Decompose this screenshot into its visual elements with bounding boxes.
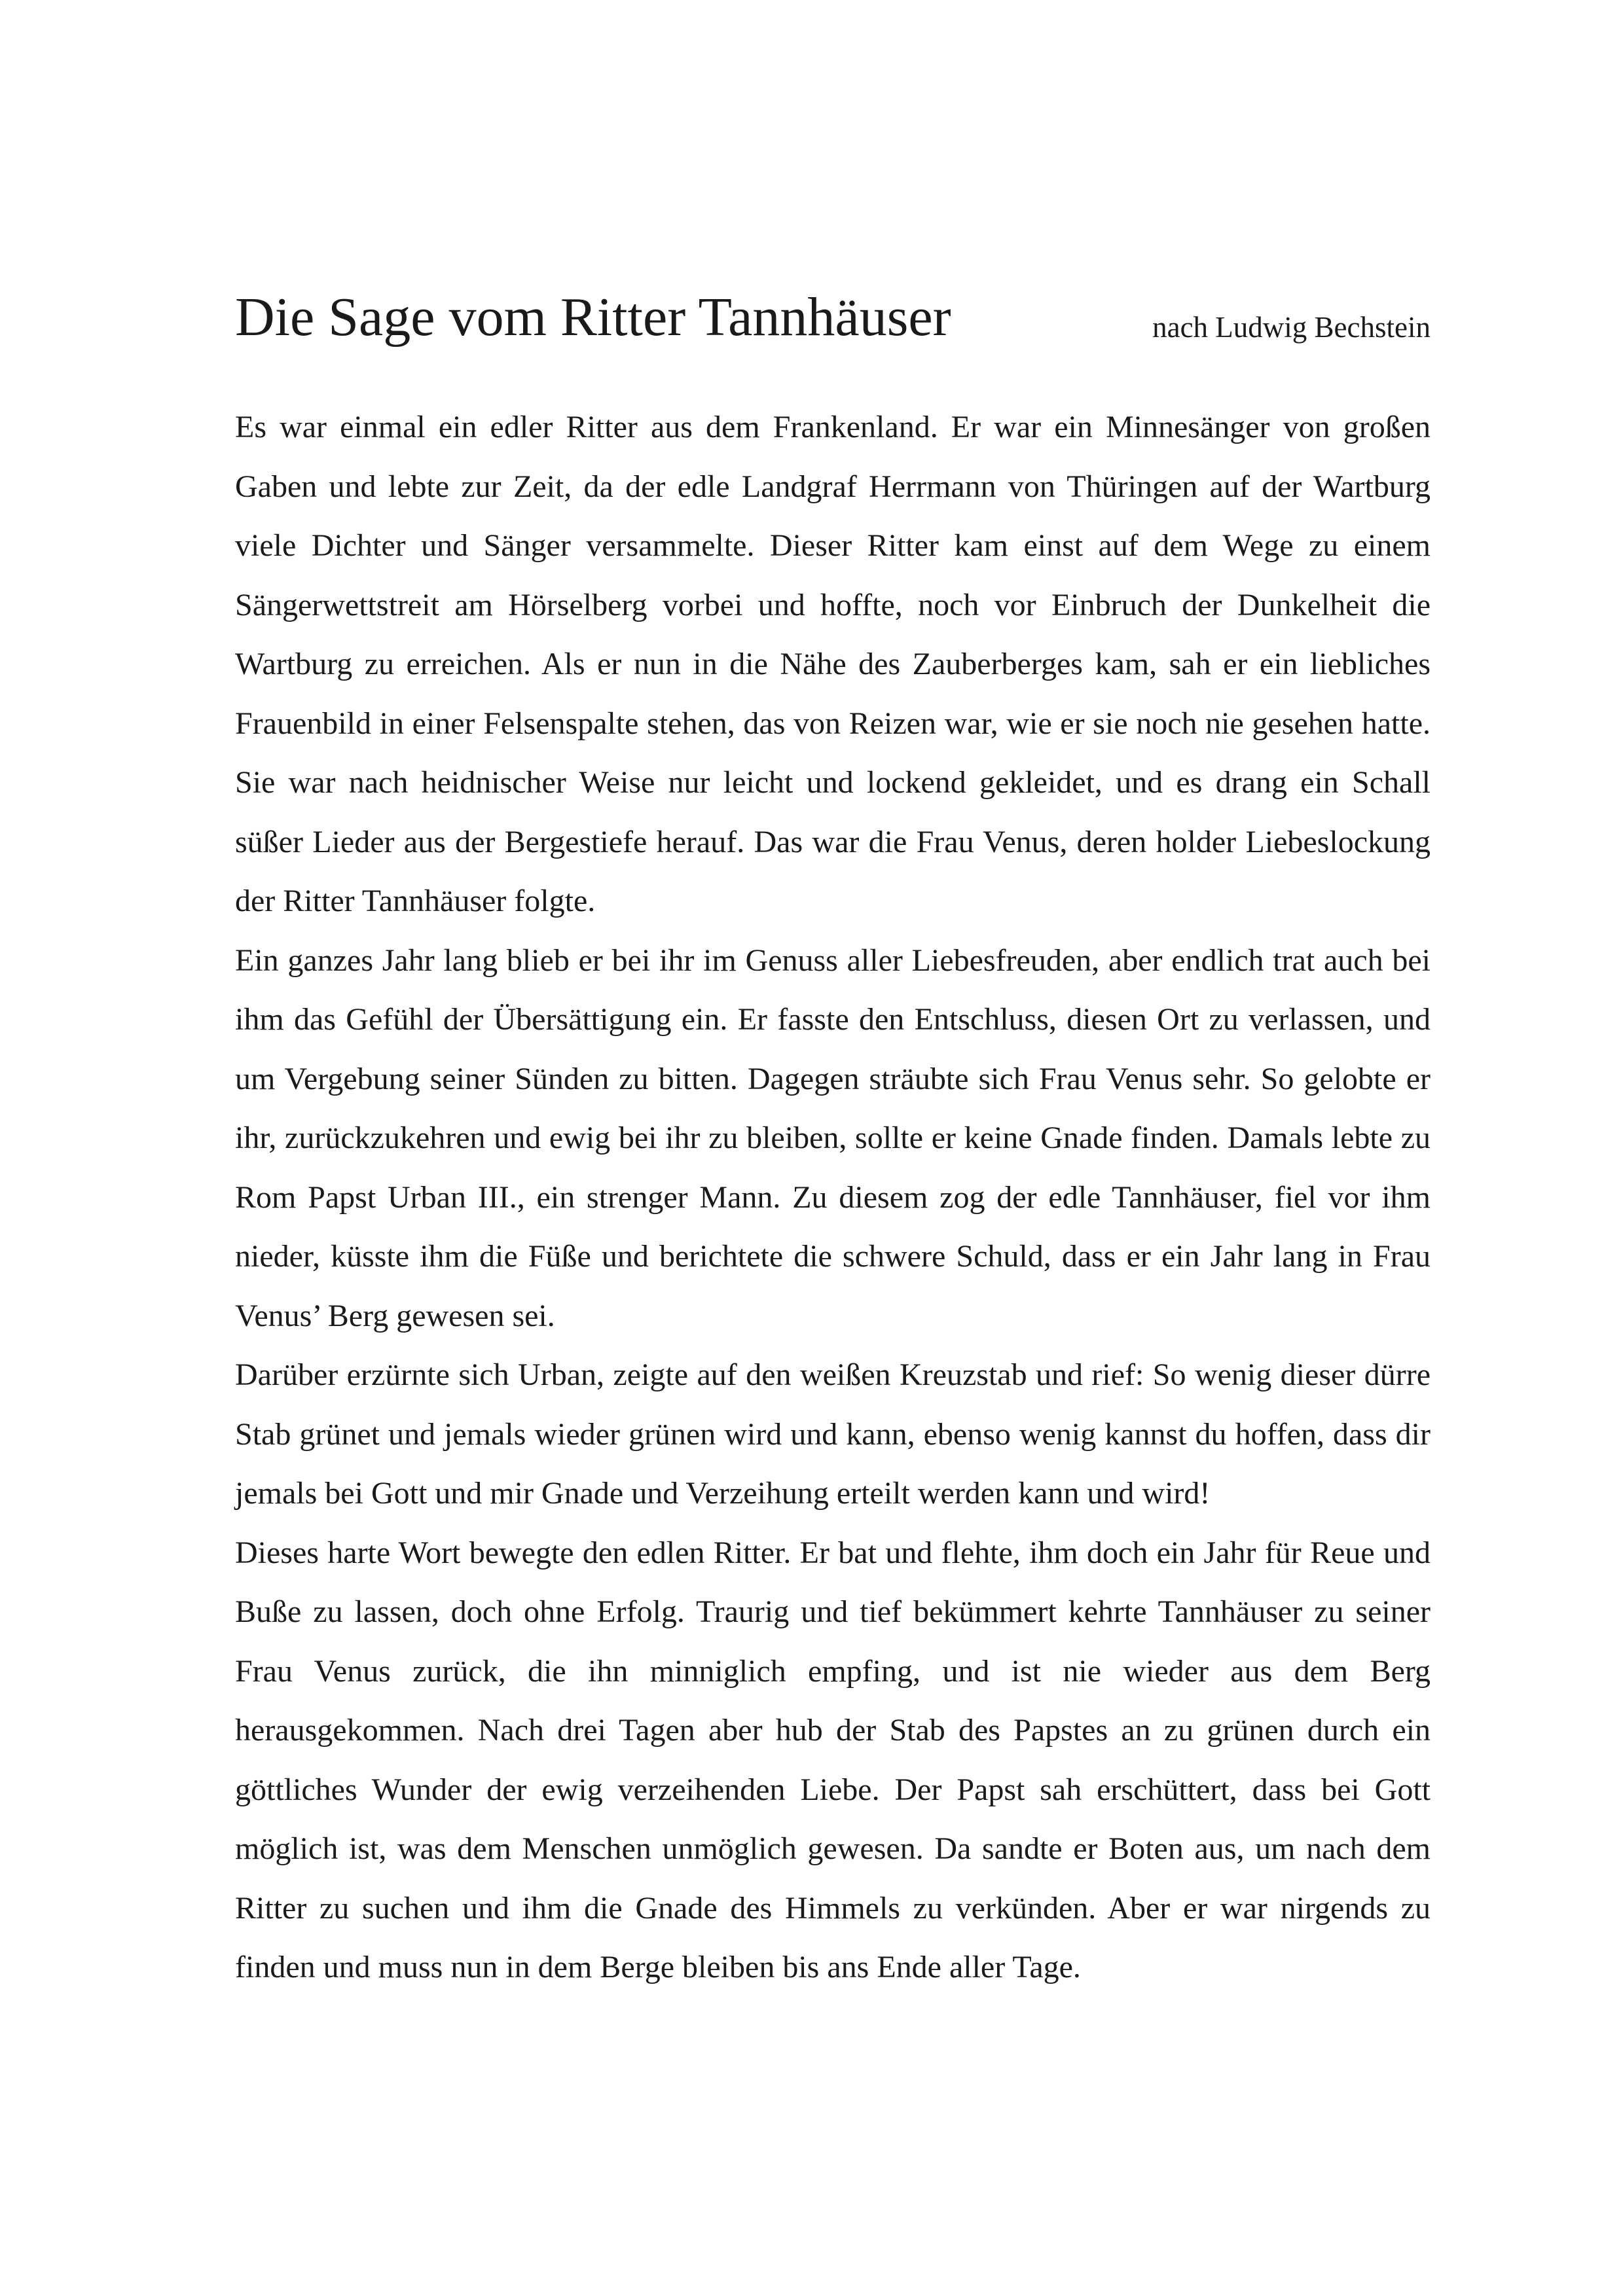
document-page bbox=[235, 0, 1431, 2296]
paragraph-1: Es war einmal ein edler Ritter aus dem Frankenland. Er war ein Minnesänger von großen Gaben und lebte zur Zeit, da der edle Landgraf Herrmann von Thüringen auf der Wartburg viele Dichter und Sänger versammelte. Dieser Ritter kam einst auf dem Wege zu einem Sängerwettstreit am Hörselberg vorbei und hoffte, noch vor Einbruch der Dunkelheit die Wartburg zu erreichen. Als er nun in die Nähe des Zauberberges kam, sah er ein liebliches Frauenbild in einer Felsenspalte stehen, das von Reizen war, wie er sie noch nie gesehen hatte. Sie war nach heidnischer Weise nur leicht und lockend gekleidet, und es drang ein Schall süßer Lieder aus der Bergestiefe herauf. Das war die Frau Venus, deren holder Liebeslockung der Ritter Tannhäuser folgte. bbox=[235, 410, 1431, 918]
paragraph-4: Dieses harte Wort bewegte den edlen Ritter. Er bat und flehte, ihm doch ein Jahr für Reue und Buße zu lassen, doch ohne Erfolg. Traurig und tief bekümmert kehrte Tannhäuser zu seiner Frau Venus zurück, die ihn minniglich empfing, und ist nie wieder aus dem Berg herausgekommen. Nach drei Tagen aber hub der Stab des Papstes an zu grünen durch ein göttliches Wunder der ewig verzeihenden Liebe. Der Papst sah erschüttert, dass bei Gott möglich ist, was dem Menschen unmöglich gewesen. Da sandte er Boten aus, um nach dem Ritter zu suchen und ihm die Gnade des Himmels zu verkünden. Aber er war nirgends zu finden und muss nun in dem Berge bleiben bis ans Ende aller Tage. bbox=[235, 1535, 1431, 1984]
document-body bbox=[235, 398, 1431, 1998]
document-title: Die Sage vom Ritter Tannhäuser bbox=[235, 287, 951, 348]
paragraph-3: Darüber erzürnte sich Urban, zeigte auf den weißen Kreuzstab und rief: So wenig dieser dürre Stab grünet und jemals wieder grünen wird und kann, ebenso wenig kannst du hoffen, dass dir jemals bei Gott und mir Gnade und Verzeihung erteilt werden kann und wird! bbox=[235, 1357, 1431, 1511]
document-author: nach Ludwig Bechstein bbox=[1152, 311, 1431, 344]
document-header bbox=[235, 281, 1431, 353]
paragraph-2: Ein ganzes Jahr lang blieb er bei ihr im Genuss aller Liebesfreuden, aber endlich trat auch bei ihm das Gefühl der Übersättigung ein. Er fasste den Entschluss, diesen Ort zu verlassen, und um Vergebung seiner Sünden zu bitten. Dagegen sträubte sich Frau Venus sehr. So gelobte er ihr, zurückzukehren und ewig bei ihr zu bleiben, sollte er keine Gnade finden. Damals lebte zu Rom Papst Urban III., ein strenger Mann. Zu diesem zog der edle Tannhäuser, fiel vor ihm nieder, küsste ihm die Füße und berichtete die schwere Schuld, dass er ein Jahr lang in Frau Venus’ Berg gewesen sei. bbox=[235, 942, 1431, 1333]
